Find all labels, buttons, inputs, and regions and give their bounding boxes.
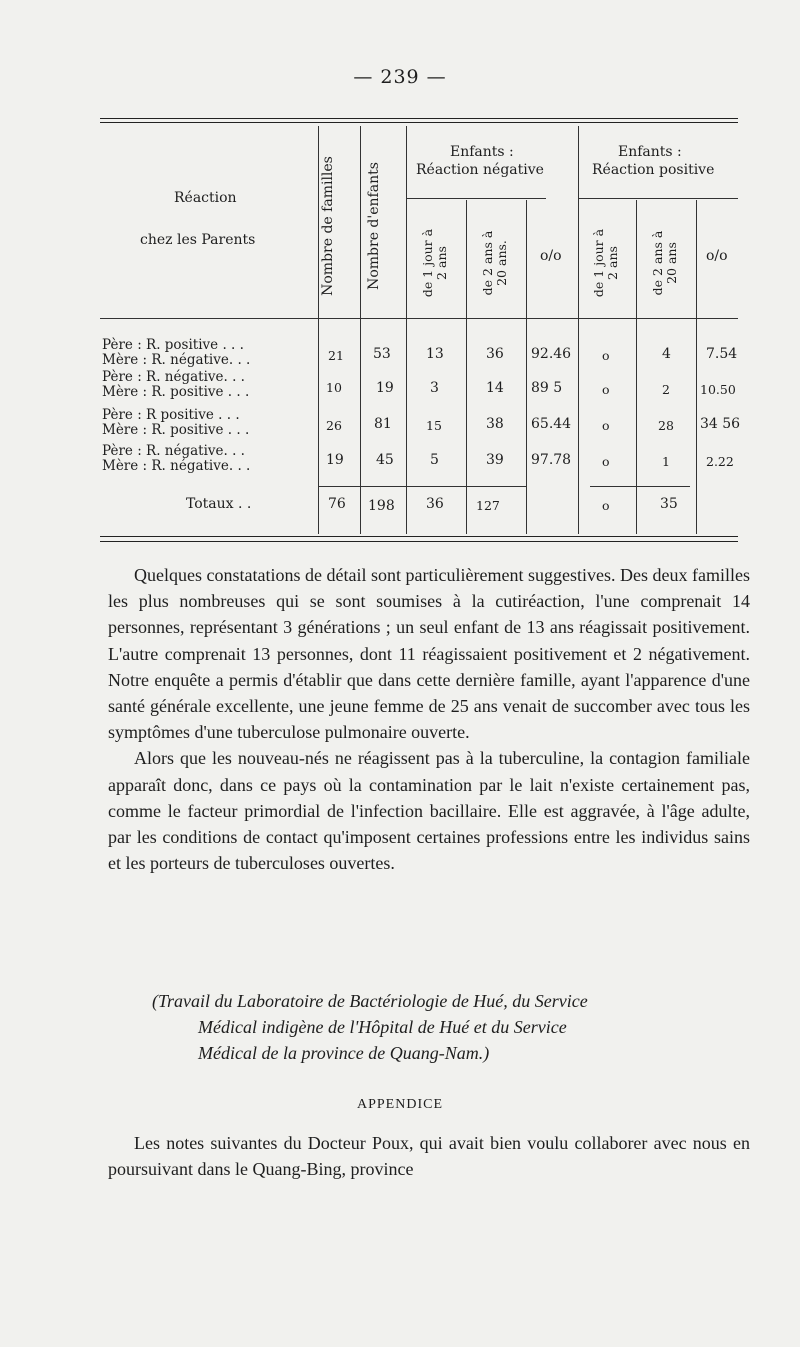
appendix-text — [108, 1130, 750, 1182]
table-cell: 19 — [376, 380, 394, 396]
table-cell: 45 — [376, 452, 394, 468]
table-cell: 2.22 — [706, 454, 734, 469]
table-cell: 15 — [426, 418, 442, 433]
header-pos-pct: o/o — [706, 248, 728, 264]
table-cell: 14 — [486, 380, 504, 396]
table-cell: 1 — [662, 454, 670, 469]
col-divider — [578, 126, 579, 534]
table-cell: o — [602, 348, 610, 363]
table-cell: 53 — [373, 346, 391, 362]
totals-cell: 198 — [368, 498, 395, 514]
col-divider — [526, 200, 527, 534]
header-neg-group: Enfants : — [450, 144, 514, 160]
header-nombre-enfants: Nombre d'enfants — [366, 162, 382, 290]
table-cell: 10 — [326, 380, 342, 395]
table-cell: o — [602, 454, 610, 469]
table-cell: 28 — [658, 418, 674, 433]
header-pos-1jour: de 1 jour à 2 ans — [591, 228, 620, 298]
header-reaction: Réaction — [174, 190, 237, 206]
totals-cell: 76 — [328, 496, 346, 512]
header-pos-group-2: Réaction positive — [592, 162, 715, 178]
table-cell: 89 5 — [531, 380, 563, 396]
table-cell: o — [602, 418, 610, 433]
credit-note — [152, 988, 752, 1066]
table-cell: 39 — [486, 452, 504, 468]
table-top-rule-2 — [100, 122, 738, 123]
page-number: — 239 — — [353, 66, 447, 88]
table-cell: 36 — [486, 346, 504, 362]
totals-label: Totaux . . — [186, 496, 252, 512]
paragraph: Alors que les nouveau-nés ne réagissent pas à la tuberculine, la contagion familiale apparaît donc, dans ce pays où la contamination par le lait n'existe certainement pas, comme le facteur primordial de l'infection bacillaire. Elle est aggravée, à l'âge adulte, par les conditions de contact qu'imposent certaines professions entre les individus sains et les porteurs de tuberculoses ouvertes. — [108, 748, 750, 874]
col-divider — [360, 126, 361, 534]
credit-line: Médical indigène de l'Hôpital de Hué et du Service — [198, 1017, 567, 1037]
table-cell: 34 56 — [700, 416, 741, 432]
table-cell: 81 — [374, 416, 392, 432]
table-cell: 3 — [430, 380, 439, 396]
totals-cell: 127 — [476, 498, 500, 513]
col-divider — [466, 200, 467, 534]
row-label: Père : R. positive . . . Mère : R. négative. . . — [102, 337, 251, 368]
header-neg-group-2: Réaction négative — [416, 162, 544, 178]
table-bottom-rule — [100, 536, 738, 537]
header-neg-2ans: de 2 ans à 20 ans. — [480, 230, 509, 296]
table-cell: 19 — [326, 452, 344, 468]
header-parents: chez les Parents — [140, 232, 256, 248]
table-cell: 97.78 — [531, 452, 572, 468]
neg-group-rule — [406, 198, 546, 199]
table-cell: 92.46 — [531, 346, 572, 362]
totals-rule-b — [590, 486, 690, 487]
header-neg-1jour: de 1 jour à 2 ans — [420, 228, 449, 298]
table-cell: 5 — [430, 452, 439, 468]
table-cell: 4 — [662, 346, 671, 362]
totals-cell: 35 — [660, 496, 678, 512]
col-divider — [406, 126, 407, 534]
results-table — [100, 118, 741, 546]
credit-line: (Travail du Laboratoire de Bactériologie de Hué, du Service — [152, 991, 588, 1011]
table-cell: 38 — [486, 416, 504, 432]
table-cell: 7.54 — [706, 346, 738, 362]
table-cell: 13 — [426, 346, 444, 362]
row-label: Père : R positive . . . Mère : R. positive . . . — [102, 407, 250, 438]
table-cell: 65.44 — [531, 416, 572, 432]
table-cell: 21 — [328, 348, 344, 363]
header-rule — [100, 318, 738, 319]
credit-line: Médical de la province de Quang-Nam.) — [198, 1043, 490, 1063]
paragraph: Quelques constatations de détail sont particulièrement suggestives. Des deux familles les plus nombreuses qui se sont soumises à la cutiréaction, l'une comprenait 14 personnes, représentant 3 générations ; un seul enfant de 13 ans réagissait positivement. L'autre comprenait 13 personnes, dont 11 réagissaient positivement et 2 négativement. Notre enquête a permis d'établir que dans cette dernière famille, ayant l'apparence d'une santé générale excellente, une jeune femme de 25 ans venait de succomber avec tous les symptômes d'une tuberculose pulmonaire ouverte. — [108, 565, 750, 743]
table-bottom-rule-2 — [100, 541, 738, 542]
table-cell: 10.50 — [700, 382, 736, 397]
table-cell: 2 — [662, 382, 670, 397]
body-text — [108, 562, 750, 876]
table-top-rule — [100, 118, 738, 119]
paragraph: Les notes suivantes du Docteur Poux, qui avait bien voulu collaborer avec nous en poursuivant dans le Quang-Bing, province — [108, 1133, 750, 1180]
pos-group-rule — [578, 198, 738, 199]
totals-cell: o — [602, 498, 610, 513]
table-cell: 26 — [326, 418, 342, 433]
appendix-title: APPENDICE — [356, 1097, 443, 1112]
header-neg-pct: o/o — [540, 248, 562, 264]
col-divider — [696, 200, 697, 534]
header-pos-group: Enfants : — [618, 144, 682, 160]
row-label: Père : R. négative. . . Mère : R. négative. . . — [102, 443, 251, 474]
totals-rule-a — [318, 486, 526, 487]
col-divider — [636, 200, 637, 534]
header-pos-2ans: de 2 ans à 20 ans — [650, 230, 679, 296]
header-nombre-familles: Nombre de familles — [320, 156, 336, 296]
row-label: Père : R. négative. . . Mère : R. positive . . . — [102, 369, 250, 400]
table-cell: o — [602, 382, 610, 397]
col-divider — [318, 126, 319, 534]
totals-cell: 36 — [426, 496, 444, 512]
